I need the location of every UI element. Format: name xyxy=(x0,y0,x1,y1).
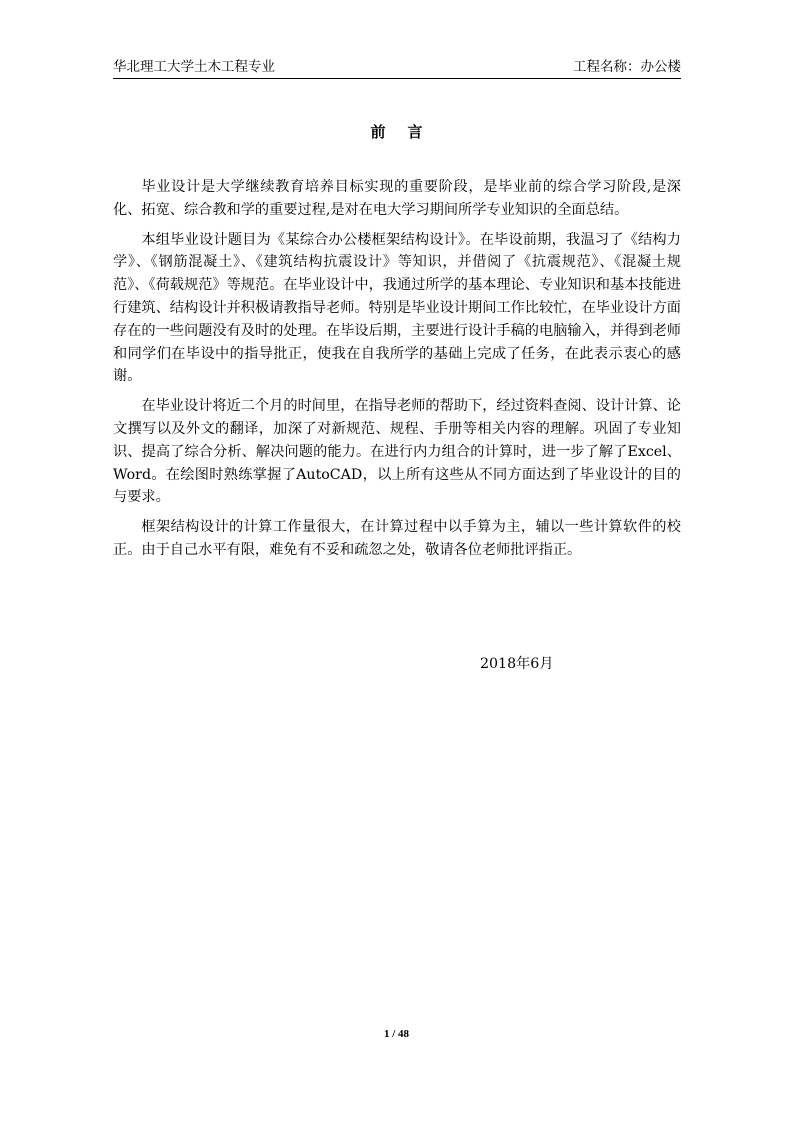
page-number: 1 / 48 xyxy=(383,1028,410,1040)
paragraph-1: 毕业设计是大学继续教育培养目标实现的重要阶段，是毕业前的综合学习阶段,是深化、拓宽、综合教和学的重要过程,是对在电大学习期间所学专业知识的全面总结。 xyxy=(113,179,681,218)
preface-body xyxy=(113,176,681,569)
paragraph-4: 框架结构设计的计算工作量很大，在计算过程中以手算为主，辅以一些计算软件的校正。由于自己水平有限，难免有不妥和疏忽之处，敬请各位老师批评指正。 xyxy=(113,519,681,558)
header-project-name: 工程名称：办公楼 xyxy=(573,59,681,75)
page-header xyxy=(113,56,681,79)
paragraph-2: 本组毕业设计题目为《某综合办公楼框架结构设计》。在毕设前期，我温习了《结构力学》、《钢筋混凝土》、《建筑结构抗震设计》等知识，并借阅了《抗震规范》、《混凝土规范》、《荷载规范》等规范。在毕业设计中，我通过所学的基本理论、专业知识和基本技能进行建筑、结构设计并积极请教指导老师。特别是毕业设计期间工作比较忙，在毕业设计方面存在的一些问题没有及时的处理。在毕设后期，主要进行设计手稿的电脑输入，并得到老师和同学们在毕设中的指导批正，使我在自我所学的基础上完成了任务，在此表示衷心的感谢。 xyxy=(113,231,681,385)
header-school-major: 华北理工大学土木工程专业 xyxy=(113,59,275,75)
paragraph-3: 在毕业设计将近二个月的时间里，在指导老师的帮助下，经过资料查阅、设计计算、论文撰写以及外文的翻译，加深了对新规范、规程、手册等相关内容的理解。巩固了专业知识、提高了综合分析、解决问题的能力。在进行内力组合的计算时，进一步了解了Excel、Word。在绘图时熟练掌握了AutoCAD，以上所有这些从不同方面达到了毕业设计的目的与要求。 xyxy=(113,398,681,506)
page-title: 前言 xyxy=(370,123,445,141)
signature-date: 2018年6月 xyxy=(480,656,554,672)
